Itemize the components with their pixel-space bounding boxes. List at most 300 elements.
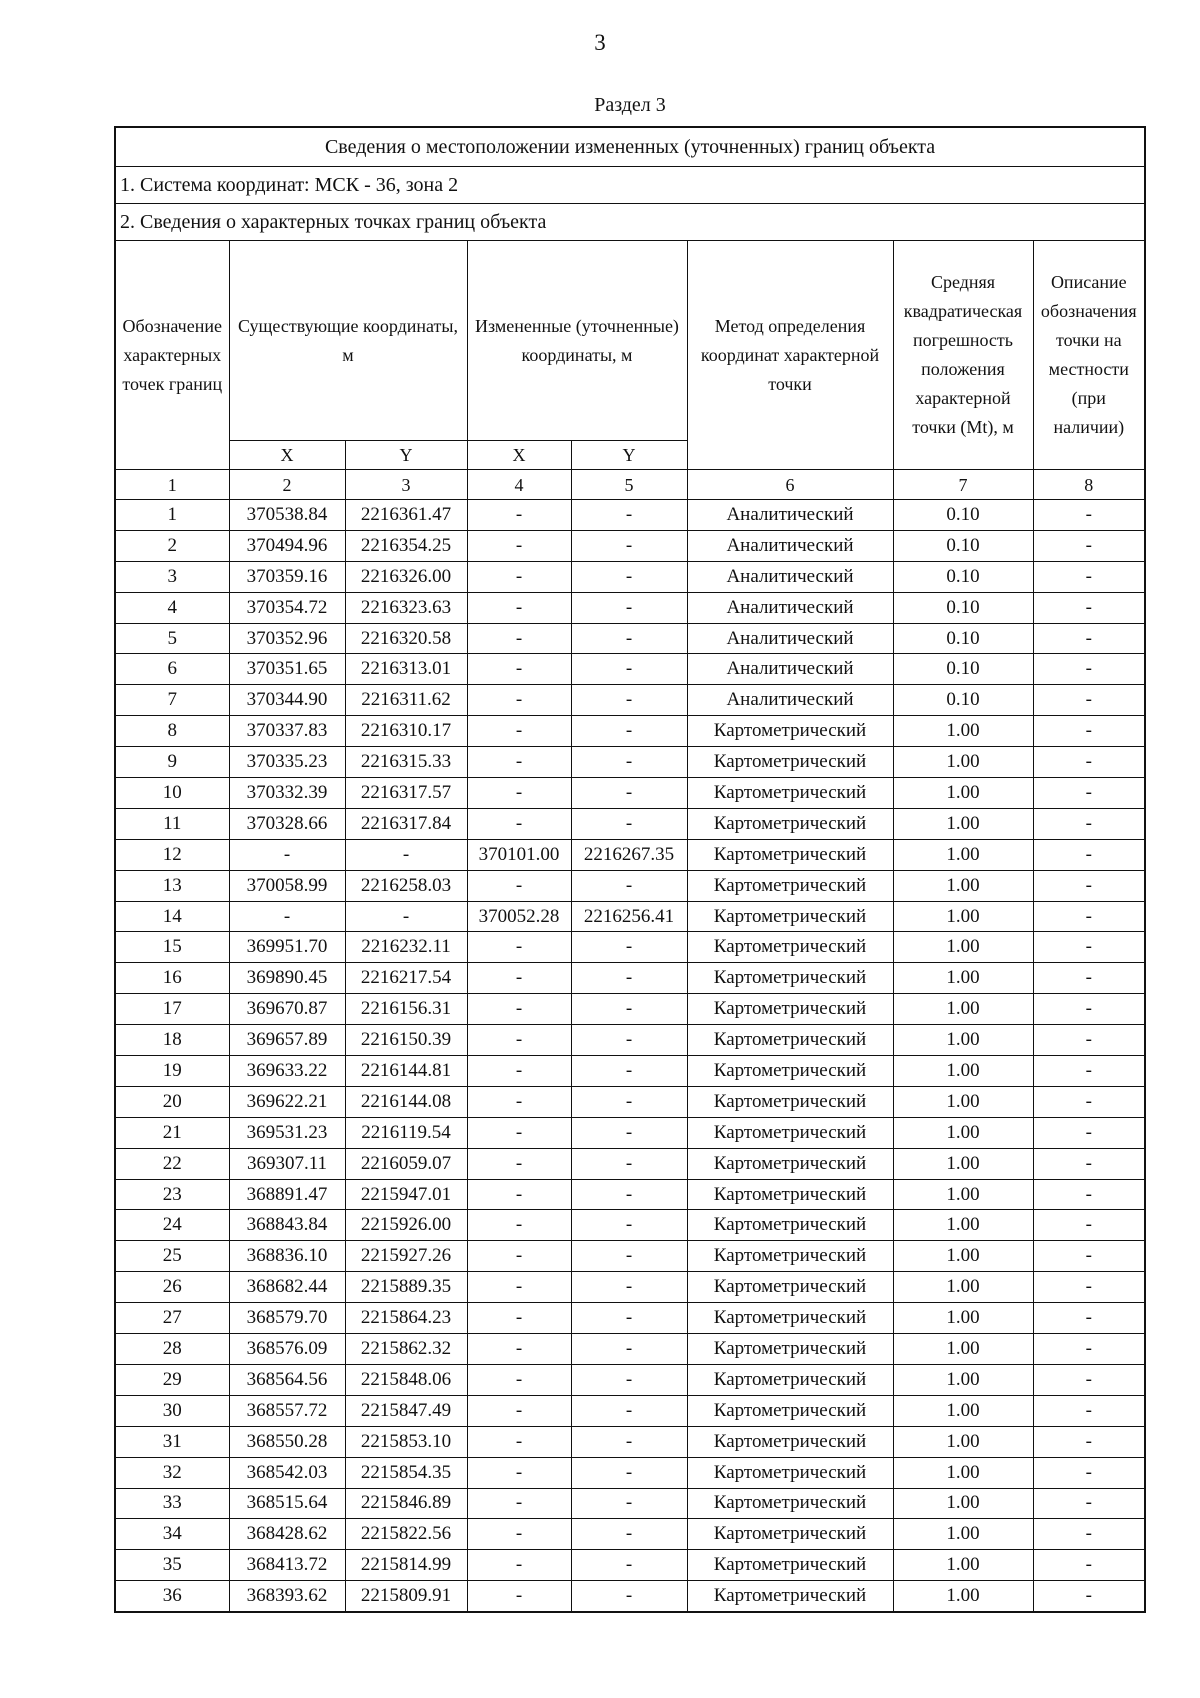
table-row: [115, 1179, 1145, 1210]
accuracy: 0.10: [893, 654, 1033, 685]
changed-x: -: [467, 1488, 571, 1519]
method: Аналитический: [687, 654, 893, 685]
column-number: 2: [229, 470, 345, 500]
accuracy: 1.00: [893, 808, 1033, 839]
method: Аналитический: [687, 561, 893, 592]
point-number: 34: [115, 1519, 229, 1550]
method: Картометрический: [687, 1179, 893, 1210]
existing-y: 2215809.91: [345, 1581, 467, 1612]
table-row: [115, 1581, 1145, 1612]
description: -: [1033, 1395, 1145, 1426]
table-row: [115, 1210, 1145, 1241]
method: Картометрический: [687, 901, 893, 932]
description: -: [1033, 1086, 1145, 1117]
description: -: [1033, 1364, 1145, 1395]
existing-y: 2216059.07: [345, 1148, 467, 1179]
point-number: 30: [115, 1395, 229, 1426]
accuracy: 1.00: [893, 1056, 1033, 1087]
existing-x: 369633.22: [229, 1056, 345, 1087]
point-number: 16: [115, 963, 229, 994]
existing-x: 370351.65: [229, 654, 345, 685]
changed-y: -: [571, 716, 687, 747]
existing-y: 2216144.08: [345, 1086, 467, 1117]
changed-y: -: [571, 1117, 687, 1148]
column-number: 8: [1033, 470, 1145, 500]
accuracy: 1.00: [893, 1117, 1033, 1148]
description: -: [1033, 1272, 1145, 1303]
existing-x: 368576.09: [229, 1334, 345, 1365]
description: -: [1033, 1519, 1145, 1550]
changed-x: -: [467, 870, 571, 901]
existing-x: 369670.87: [229, 994, 345, 1025]
changed-y: -: [571, 963, 687, 994]
changed-x: -: [467, 1272, 571, 1303]
accuracy: 1.00: [893, 1488, 1033, 1519]
changed-y: -: [571, 932, 687, 963]
point-number: 10: [115, 778, 229, 809]
accuracy: 1.00: [893, 932, 1033, 963]
table-row: [115, 1426, 1145, 1457]
point-number: 15: [115, 932, 229, 963]
changed-y: -: [571, 1581, 687, 1612]
column-number: 5: [571, 470, 687, 500]
point-number: 9: [115, 747, 229, 778]
changed-y: -: [571, 808, 687, 839]
accuracy: 1.00: [893, 901, 1033, 932]
column-number: 6: [687, 470, 893, 500]
existing-y: 2216258.03: [345, 870, 467, 901]
changed-y: -: [571, 1241, 687, 1272]
accuracy: 1.00: [893, 1395, 1033, 1426]
description: -: [1033, 530, 1145, 561]
description: -: [1033, 592, 1145, 623]
accuracy: 1.00: [893, 1148, 1033, 1179]
point-number: 19: [115, 1056, 229, 1087]
method: Картометрический: [687, 778, 893, 809]
existing-y: 2216156.31: [345, 994, 467, 1025]
changed-x: -: [467, 685, 571, 716]
existing-y: 2215862.32: [345, 1334, 467, 1365]
method: Аналитический: [687, 623, 893, 654]
changed-y: -: [571, 1056, 687, 1087]
existing-x: 368542.03: [229, 1457, 345, 1488]
changed-x: -: [467, 1117, 571, 1148]
header-accuracy: Средняя квадратическая погрешность положения характерной точки (Mt), м: [893, 241, 1033, 470]
existing-x: 368550.28: [229, 1426, 345, 1457]
existing-y: 2216317.84: [345, 808, 467, 839]
changed-y: -: [571, 592, 687, 623]
description: -: [1033, 1303, 1145, 1334]
accuracy: 0.10: [893, 500, 1033, 531]
method: Картометрический: [687, 1581, 893, 1612]
table-row: [115, 1457, 1145, 1488]
existing-x: 370538.84: [229, 500, 345, 531]
accuracy: 1.00: [893, 1210, 1033, 1241]
existing-x: 370332.39: [229, 778, 345, 809]
point-number: 17: [115, 994, 229, 1025]
method: Картометрический: [687, 1457, 893, 1488]
point-number: 4: [115, 592, 229, 623]
table-row: [115, 716, 1145, 747]
changed-y: -: [571, 623, 687, 654]
existing-y: 2215889.35: [345, 1272, 467, 1303]
changed-y: 2216267.35: [571, 839, 687, 870]
point-number: 32: [115, 1457, 229, 1488]
existing-x: 369951.70: [229, 932, 345, 963]
existing-y: 2216144.81: [345, 1056, 467, 1087]
method: Картометрический: [687, 1303, 893, 1334]
accuracy: 1.00: [893, 1272, 1033, 1303]
point-number: 8: [115, 716, 229, 747]
changed-y: -: [571, 654, 687, 685]
table-row: [115, 839, 1145, 870]
existing-x: 368843.84: [229, 1210, 345, 1241]
method: Картометрический: [687, 1488, 893, 1519]
method: Картометрический: [687, 1117, 893, 1148]
description: -: [1033, 994, 1145, 1025]
changed-x: -: [467, 1364, 571, 1395]
table-row: [115, 1117, 1145, 1148]
point-number: 3: [115, 561, 229, 592]
changed-y: -: [571, 685, 687, 716]
header-changed-y: Y: [571, 441, 687, 470]
existing-y: 2215822.56: [345, 1519, 467, 1550]
accuracy: 1.00: [893, 1550, 1033, 1581]
changed-x: -: [467, 932, 571, 963]
boundary-points-table: [114, 126, 1146, 1613]
description: -: [1033, 1117, 1145, 1148]
description: -: [1033, 1210, 1145, 1241]
header-changed-x: X: [467, 441, 571, 470]
accuracy: 1.00: [893, 1303, 1033, 1334]
accuracy: 0.10: [893, 623, 1033, 654]
changed-y: -: [571, 1303, 687, 1334]
description: -: [1033, 1488, 1145, 1519]
existing-y: 2216150.39: [345, 1025, 467, 1056]
changed-x: -: [467, 623, 571, 654]
point-number: 29: [115, 1364, 229, 1395]
changed-y: -: [571, 747, 687, 778]
changed-x: -: [467, 994, 571, 1025]
changed-y: -: [571, 1550, 687, 1581]
method: Картометрический: [687, 716, 893, 747]
changed-x: -: [467, 530, 571, 561]
changed-x: -: [467, 1056, 571, 1087]
accuracy: 0.10: [893, 561, 1033, 592]
table-row: [115, 1272, 1145, 1303]
table-row: [115, 901, 1145, 932]
accuracy: 1.00: [893, 1364, 1033, 1395]
existing-x: 370352.96: [229, 623, 345, 654]
coordinate-system: 1. Система координат: МСК - 36, зона 2: [115, 167, 1145, 204]
changed-x: -: [467, 808, 571, 839]
column-number: 1: [115, 470, 229, 500]
accuracy: 1.00: [893, 1025, 1033, 1056]
accuracy: 0.10: [893, 530, 1033, 561]
existing-y: 2215864.23: [345, 1303, 467, 1334]
table-row: [115, 1488, 1145, 1519]
table-row: [115, 1550, 1145, 1581]
points-heading: 2. Сведения о характерных точках границ объекта: [115, 204, 1145, 241]
description: -: [1033, 1241, 1145, 1272]
accuracy: 1.00: [893, 1457, 1033, 1488]
method: Картометрический: [687, 963, 893, 994]
existing-y: 2216232.11: [345, 932, 467, 963]
changed-x: 370101.00: [467, 839, 571, 870]
description: -: [1033, 500, 1145, 531]
existing-y: 2216217.54: [345, 963, 467, 994]
changed-y: -: [571, 1519, 687, 1550]
description: -: [1033, 716, 1145, 747]
existing-x: 370058.99: [229, 870, 345, 901]
point-number: 31: [115, 1426, 229, 1457]
changed-x: -: [467, 1457, 571, 1488]
accuracy: 1.00: [893, 716, 1033, 747]
column-number: 4: [467, 470, 571, 500]
existing-y: 2216311.62: [345, 685, 467, 716]
changed-x: -: [467, 1086, 571, 1117]
method: Аналитический: [687, 500, 893, 531]
existing-x: 370494.96: [229, 530, 345, 561]
description: -: [1033, 1426, 1145, 1457]
point-number: 11: [115, 808, 229, 839]
point-number: 18: [115, 1025, 229, 1056]
changed-x: -: [467, 592, 571, 623]
method: Картометрический: [687, 1395, 893, 1426]
method: Картометрический: [687, 1056, 893, 1087]
existing-x: 370328.66: [229, 808, 345, 839]
method: Картометрический: [687, 1426, 893, 1457]
existing-x: 368579.70: [229, 1303, 345, 1334]
accuracy: 1.00: [893, 994, 1033, 1025]
method: Картометрический: [687, 1148, 893, 1179]
description: -: [1033, 1334, 1145, 1365]
existing-x: -: [229, 839, 345, 870]
point-number: 27: [115, 1303, 229, 1334]
existing-y: 2216354.25: [345, 530, 467, 561]
existing-y: 2215927.26: [345, 1241, 467, 1272]
point-number: 36: [115, 1581, 229, 1612]
existing-x: 368682.44: [229, 1272, 345, 1303]
table-row: [115, 778, 1145, 809]
table-row: [115, 530, 1145, 561]
accuracy: 1.00: [893, 1426, 1033, 1457]
table-row: [115, 1056, 1145, 1087]
description: -: [1033, 747, 1145, 778]
point-number: 13: [115, 870, 229, 901]
existing-x: 370359.16: [229, 561, 345, 592]
description: -: [1033, 963, 1145, 994]
existing-y: 2216310.17: [345, 716, 467, 747]
existing-x: 368557.72: [229, 1395, 345, 1426]
table-row: [115, 654, 1145, 685]
changed-x: -: [467, 1519, 571, 1550]
accuracy: 1.00: [893, 1179, 1033, 1210]
description: -: [1033, 654, 1145, 685]
method: Картометрический: [687, 808, 893, 839]
description: -: [1033, 1148, 1145, 1179]
point-number: 14: [115, 901, 229, 932]
method: Картометрический: [687, 994, 893, 1025]
existing-y: 2215947.01: [345, 1179, 467, 1210]
accuracy: 1.00: [893, 778, 1033, 809]
point-number: 33: [115, 1488, 229, 1519]
changed-x: -: [467, 1426, 571, 1457]
table-row: [115, 1334, 1145, 1365]
accuracy: 1.00: [893, 1581, 1033, 1612]
existing-x: 368428.62: [229, 1519, 345, 1550]
method: Аналитический: [687, 530, 893, 561]
accuracy: 1.00: [893, 870, 1033, 901]
changed-x: -: [467, 1581, 571, 1612]
accuracy: 1.00: [893, 1086, 1033, 1117]
point-number: 7: [115, 685, 229, 716]
header-existing-y: Y: [345, 441, 467, 470]
table-row: [115, 994, 1145, 1025]
existing-x: 369622.21: [229, 1086, 345, 1117]
changed-y: -: [571, 1086, 687, 1117]
method: Картометрический: [687, 1519, 893, 1550]
method: Картометрический: [687, 1364, 893, 1395]
accuracy: 1.00: [893, 1519, 1033, 1550]
changed-y: -: [571, 1179, 687, 1210]
changed-y: 2216256.41: [571, 901, 687, 932]
description: -: [1033, 685, 1145, 716]
table-row: [115, 592, 1145, 623]
changed-y: -: [571, 1148, 687, 1179]
accuracy: 1.00: [893, 839, 1033, 870]
table-row: [115, 561, 1145, 592]
existing-y: 2216361.47: [345, 500, 467, 531]
changed-y: -: [571, 1334, 687, 1365]
existing-y: -: [345, 839, 467, 870]
table-row: [115, 1086, 1145, 1117]
description: -: [1033, 561, 1145, 592]
changed-x: -: [467, 1210, 571, 1241]
existing-y: 2216326.00: [345, 561, 467, 592]
accuracy: 0.10: [893, 685, 1033, 716]
existing-x: 370337.83: [229, 716, 345, 747]
changed-x: -: [467, 1025, 571, 1056]
description: -: [1033, 1179, 1145, 1210]
section-title: Раздел 3: [594, 94, 666, 116]
existing-y: 2215848.06: [345, 1364, 467, 1395]
existing-y: 2215846.89: [345, 1488, 467, 1519]
existing-y: 2216119.54: [345, 1117, 467, 1148]
accuracy: 1.00: [893, 747, 1033, 778]
header-method: Метод определения координат характерной точки: [687, 241, 893, 470]
changed-x: -: [467, 500, 571, 531]
method: Картометрический: [687, 839, 893, 870]
description: -: [1033, 1550, 1145, 1581]
table-title: Сведения о местоположении измененных (уточненных) границ объекта: [115, 127, 1145, 167]
point-number: 24: [115, 1210, 229, 1241]
header-point-designation: Обозначение характерных точек границ: [115, 241, 229, 470]
point-number: 25: [115, 1241, 229, 1272]
existing-x: 369890.45: [229, 963, 345, 994]
changed-y: -: [571, 870, 687, 901]
description: -: [1033, 870, 1145, 901]
description: -: [1033, 901, 1145, 932]
table-row: [115, 1303, 1145, 1334]
changed-x: 370052.28: [467, 901, 571, 932]
changed-x: -: [467, 654, 571, 685]
method: Картометрический: [687, 932, 893, 963]
changed-y: -: [571, 778, 687, 809]
changed-y: -: [571, 1210, 687, 1241]
method: Картометрический: [687, 1086, 893, 1117]
changed-x: -: [467, 1334, 571, 1365]
changed-y: -: [571, 530, 687, 561]
description: -: [1033, 1056, 1145, 1087]
changed-x: -: [467, 1303, 571, 1334]
table-row: [115, 1148, 1145, 1179]
description: -: [1033, 1581, 1145, 1612]
column-number: 7: [893, 470, 1033, 500]
changed-y: -: [571, 1488, 687, 1519]
method: Картометрический: [687, 1210, 893, 1241]
changed-y: -: [571, 561, 687, 592]
changed-x: -: [467, 561, 571, 592]
existing-y: 2216317.57: [345, 778, 467, 809]
existing-y: 2215853.10: [345, 1426, 467, 1457]
table-row: [115, 1395, 1145, 1426]
point-number: 12: [115, 839, 229, 870]
changed-x: -: [467, 778, 571, 809]
changed-y: -: [571, 1426, 687, 1457]
existing-x: 370344.90: [229, 685, 345, 716]
existing-x: 368836.10: [229, 1241, 345, 1272]
existing-y: 2215814.99: [345, 1550, 467, 1581]
changed-y: -: [571, 500, 687, 531]
table-row: [115, 747, 1145, 778]
changed-x: -: [467, 1395, 571, 1426]
method: Картометрический: [687, 1272, 893, 1303]
changed-y: -: [571, 1364, 687, 1395]
table-row: [115, 500, 1145, 531]
point-number: 6: [115, 654, 229, 685]
point-number: 28: [115, 1334, 229, 1365]
existing-x: -: [229, 901, 345, 932]
description: -: [1033, 839, 1145, 870]
description: -: [1033, 1025, 1145, 1056]
existing-x: 368413.72: [229, 1550, 345, 1581]
existing-x: 370335.23: [229, 747, 345, 778]
existing-y: 2216323.63: [345, 592, 467, 623]
existing-x: 368891.47: [229, 1179, 345, 1210]
point-number: 22: [115, 1148, 229, 1179]
changed-x: -: [467, 747, 571, 778]
existing-x: 368393.62: [229, 1581, 345, 1612]
column-number-row: [115, 470, 1145, 500]
table-row: [115, 932, 1145, 963]
existing-y: 2216315.33: [345, 747, 467, 778]
method: Картометрический: [687, 870, 893, 901]
changed-y: -: [571, 1025, 687, 1056]
table-row: [115, 963, 1145, 994]
description: -: [1033, 778, 1145, 809]
existing-x: 369307.11: [229, 1148, 345, 1179]
existing-x: 370354.72: [229, 592, 345, 623]
point-number: 5: [115, 623, 229, 654]
description: -: [1033, 623, 1145, 654]
column-number: 3: [345, 470, 467, 500]
changed-x: -: [467, 1148, 571, 1179]
existing-y: 2216313.01: [345, 654, 467, 685]
changed-y: -: [571, 994, 687, 1025]
method: Картометрический: [687, 1025, 893, 1056]
table-row: [115, 870, 1145, 901]
